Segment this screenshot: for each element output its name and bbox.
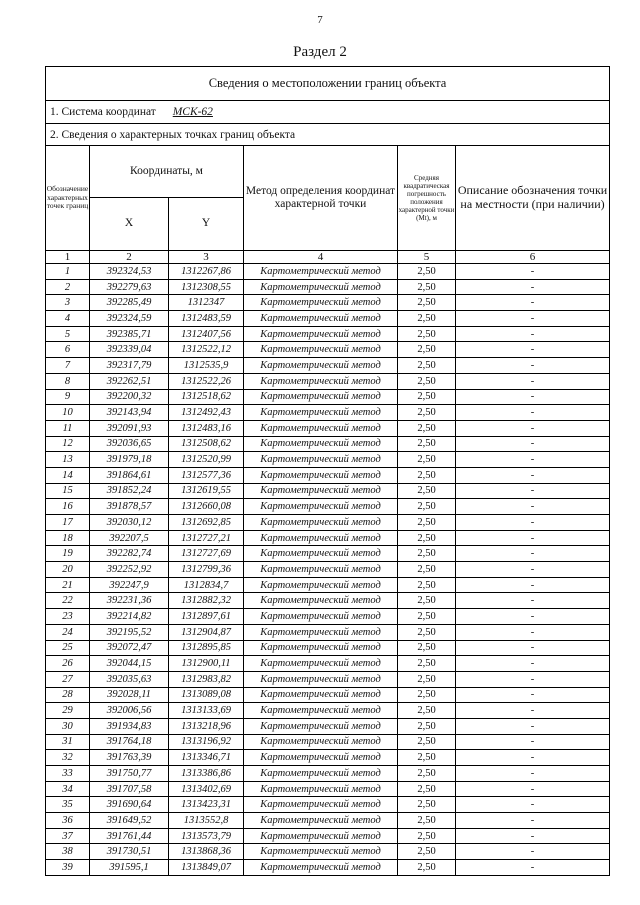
accuracy-cell: 2,50 — [398, 671, 456, 687]
table-row — [46, 515, 610, 531]
y-coordinate-cell: 1313218,96 — [169, 718, 244, 734]
y-coordinate-cell: 1312834,7 — [169, 577, 244, 593]
accuracy-cell: 2,50 — [398, 562, 456, 578]
method-cell: Картометрический метод — [244, 671, 398, 687]
description-cell: - — [456, 452, 610, 468]
table-row — [46, 860, 610, 876]
accuracy-cell: 2,50 — [398, 342, 456, 358]
table-row — [46, 342, 610, 358]
accuracy-cell: 2,50 — [398, 609, 456, 625]
method-cell: Картометрический метод — [244, 483, 398, 499]
point-number-cell: 7 — [46, 358, 90, 374]
y-coordinate-cell: 1313423,31 — [169, 797, 244, 813]
y-coordinate-cell: 1313196,92 — [169, 734, 244, 750]
y-coordinate-cell: 1312619,55 — [169, 483, 244, 499]
method-cell: Картометрический метод — [244, 452, 398, 468]
method-cell: Картометрический метод — [244, 436, 398, 452]
table-row — [46, 577, 610, 593]
accuracy-cell: 2,50 — [398, 687, 456, 703]
x-coordinate-cell: 392339,04 — [90, 342, 169, 358]
table-row — [46, 640, 610, 656]
point-number-cell: 2 — [46, 279, 90, 295]
method-cell: Картометрический метод — [244, 311, 398, 327]
header-point-id: Обозначение характерных точек границ — [46, 146, 90, 251]
table-row — [46, 844, 610, 860]
point-number-cell: 32 — [46, 750, 90, 766]
y-coordinate-cell: 1312407,56 — [169, 326, 244, 342]
y-coordinate-cell: 1312308,55 — [169, 279, 244, 295]
method-cell: Картометрический метод — [244, 264, 398, 280]
accuracy-cell: 2,50 — [398, 452, 456, 468]
y-coordinate-cell: 1312518,62 — [169, 389, 244, 405]
accuracy-cell: 2,50 — [398, 405, 456, 421]
point-number-cell: 10 — [46, 405, 90, 421]
y-coordinate-cell: 1313346,71 — [169, 750, 244, 766]
accuracy-cell: 2,50 — [398, 358, 456, 374]
x-coordinate-cell: 391730,51 — [90, 844, 169, 860]
method-cell: Картометрический метод — [244, 640, 398, 656]
description-cell: - — [456, 860, 610, 876]
description-cell: - — [456, 264, 610, 280]
accuracy-cell: 2,50 — [398, 797, 456, 813]
table-row — [46, 609, 610, 625]
accuracy-cell: 2,50 — [398, 483, 456, 499]
x-coordinate-cell: 391878,57 — [90, 499, 169, 515]
point-number-cell: 8 — [46, 373, 90, 389]
method-cell: Картометрический метод — [244, 766, 398, 782]
x-coordinate-cell: 392207,5 — [90, 530, 169, 546]
description-cell: - — [456, 295, 610, 311]
description-cell: - — [456, 389, 610, 405]
description-cell: - — [456, 828, 610, 844]
description-cell: - — [456, 624, 610, 640]
method-cell: Картометрический метод — [244, 358, 398, 374]
accuracy-cell: 2,50 — [398, 703, 456, 719]
x-coordinate-cell: 391761,44 — [90, 828, 169, 844]
x-coordinate-cell: 392317,79 — [90, 358, 169, 374]
table-row — [46, 530, 610, 546]
table-row — [46, 687, 610, 703]
point-number-cell: 29 — [46, 703, 90, 719]
y-coordinate-cell: 1313386,86 — [169, 766, 244, 782]
point-number-cell: 12 — [46, 436, 90, 452]
y-coordinate-cell: 1312799,36 — [169, 562, 244, 578]
x-coordinate-cell: 392385,71 — [90, 326, 169, 342]
point-number-cell: 28 — [46, 687, 90, 703]
accuracy-cell: 2,50 — [398, 593, 456, 609]
method-cell: Картометрический метод — [244, 828, 398, 844]
description-cell: - — [456, 671, 610, 687]
accuracy-cell: 2,50 — [398, 734, 456, 750]
description-cell: - — [456, 750, 610, 766]
x-coordinate-cell: 391764,18 — [90, 734, 169, 750]
point-number-cell: 38 — [46, 844, 90, 860]
y-coordinate-cell: 1313573,79 — [169, 828, 244, 844]
y-coordinate-cell: 1312492,43 — [169, 405, 244, 421]
description-cell: - — [456, 703, 610, 719]
method-cell: Картометрический метод — [244, 405, 398, 421]
description-cell: - — [456, 718, 610, 734]
y-coordinate-cell: 1312895,85 — [169, 640, 244, 656]
point-number-cell: 17 — [46, 515, 90, 531]
x-coordinate-cell: 392247,9 — [90, 577, 169, 593]
accuracy-cell: 2,50 — [398, 860, 456, 876]
description-cell: - — [456, 593, 610, 609]
y-coordinate-cell: 1313552,8 — [169, 813, 244, 829]
x-coordinate-cell: 391934,83 — [90, 718, 169, 734]
table-row — [46, 311, 610, 327]
table-row — [46, 295, 610, 311]
x-coordinate-cell: 392252,92 — [90, 562, 169, 578]
point-number-cell: 11 — [46, 420, 90, 436]
description-cell: - — [456, 499, 610, 515]
x-coordinate-cell: 391707,58 — [90, 781, 169, 797]
table-row — [46, 483, 610, 499]
method-cell: Картометрический метод — [244, 577, 398, 593]
y-coordinate-cell: 1312882,32 — [169, 593, 244, 609]
accuracy-cell: 2,50 — [398, 467, 456, 483]
x-coordinate-cell: 391649,52 — [90, 813, 169, 829]
y-coordinate-cell: 1312522,26 — [169, 373, 244, 389]
accuracy-cell: 2,50 — [398, 577, 456, 593]
point-number-cell: 39 — [46, 860, 90, 876]
table-row — [46, 279, 610, 295]
point-number-cell: 22 — [46, 593, 90, 609]
column-number: 6 — [456, 251, 610, 264]
description-cell: - — [456, 420, 610, 436]
y-coordinate-cell: 1313133,69 — [169, 703, 244, 719]
y-coordinate-cell: 1312660,08 — [169, 499, 244, 515]
coord-system-value: МСК-62 — [172, 106, 213, 118]
table-row — [46, 624, 610, 640]
x-coordinate-cell: 391763,39 — [90, 750, 169, 766]
column-number: 4 — [244, 251, 398, 264]
method-cell: Картометрический метод — [244, 279, 398, 295]
method-cell: Картометрический метод — [244, 750, 398, 766]
method-cell: Картометрический метод — [244, 530, 398, 546]
header-y: Y — [169, 198, 244, 251]
accuracy-cell: 2,50 — [398, 640, 456, 656]
accuracy-cell: 2,50 — [398, 420, 456, 436]
accuracy-cell: 2,50 — [398, 828, 456, 844]
table-row — [46, 405, 610, 421]
method-cell: Картометрический метод — [244, 734, 398, 750]
point-number-cell: 37 — [46, 828, 90, 844]
accuracy-cell: 2,50 — [398, 436, 456, 452]
coord-system-label: 1. Система координат — [50, 106, 156, 118]
y-coordinate-cell: 1313849,07 — [169, 860, 244, 876]
table-row — [46, 656, 610, 672]
y-coordinate-cell: 1312483,16 — [169, 420, 244, 436]
x-coordinate-cell: 392091,93 — [90, 420, 169, 436]
points-title: 2. Сведения о характерных точках границ объекта — [46, 124, 610, 146]
table-row — [46, 389, 610, 405]
description-cell: - — [456, 813, 610, 829]
point-number-cell: 16 — [46, 499, 90, 515]
x-coordinate-cell: 392285,49 — [90, 295, 169, 311]
point-number-cell: 5 — [46, 326, 90, 342]
table-row — [46, 593, 610, 609]
method-cell: Картометрический метод — [244, 499, 398, 515]
description-cell: - — [456, 342, 610, 358]
method-cell: Картометрический метод — [244, 562, 398, 578]
table-row — [46, 718, 610, 734]
header-x: X — [90, 198, 169, 251]
accuracy-cell: 2,50 — [398, 311, 456, 327]
point-number-cell: 14 — [46, 467, 90, 483]
table-row — [46, 562, 610, 578]
x-coordinate-cell: 391690,64 — [90, 797, 169, 813]
description-cell: - — [456, 311, 610, 327]
x-coordinate-cell: 391750,77 — [90, 766, 169, 782]
x-coordinate-cell: 392035,63 — [90, 671, 169, 687]
description-cell: - — [456, 609, 610, 625]
y-coordinate-cell: 1312483,59 — [169, 311, 244, 327]
table-title: Сведения о местоположении границ объекта — [46, 67, 610, 101]
boundary-table — [45, 66, 610, 876]
point-number-cell: 20 — [46, 562, 90, 578]
accuracy-cell: 2,50 — [398, 515, 456, 531]
point-number-cell: 21 — [46, 577, 90, 593]
y-coordinate-cell: 1312983,82 — [169, 671, 244, 687]
description-cell: - — [456, 515, 610, 531]
y-coordinate-cell: 1312897,61 — [169, 609, 244, 625]
table-row — [46, 264, 610, 280]
header-coordinates: Координаты, м — [90, 146, 244, 198]
table-row — [46, 703, 610, 719]
point-number-cell: 33 — [46, 766, 90, 782]
description-cell: - — [456, 687, 610, 703]
x-coordinate-cell: 392200,32 — [90, 389, 169, 405]
header-method: Метод определения координат характерной точки — [244, 146, 398, 251]
table-row — [46, 750, 610, 766]
x-coordinate-cell: 392195,52 — [90, 624, 169, 640]
description-cell: - — [456, 640, 610, 656]
table-row — [46, 358, 610, 374]
description-cell: - — [456, 467, 610, 483]
point-number-cell: 3 — [46, 295, 90, 311]
point-number-cell: 4 — [46, 311, 90, 327]
description-cell: - — [456, 546, 610, 562]
y-coordinate-cell: 1312267,86 — [169, 264, 244, 280]
table-row — [46, 420, 610, 436]
x-coordinate-cell: 392036,65 — [90, 436, 169, 452]
column-number: 2 — [90, 251, 169, 264]
description-cell: - — [456, 405, 610, 421]
description-cell: - — [456, 326, 610, 342]
x-coordinate-cell: 392324,53 — [90, 264, 169, 280]
method-cell: Картометрический метод — [244, 860, 398, 876]
description-cell: - — [456, 373, 610, 389]
accuracy-cell: 2,50 — [398, 546, 456, 562]
table-row — [46, 436, 610, 452]
point-number-cell: 19 — [46, 546, 90, 562]
table-row — [46, 467, 610, 483]
description-cell: - — [456, 436, 610, 452]
method-cell: Картометрический метод — [244, 609, 398, 625]
y-coordinate-cell: 1312508,62 — [169, 436, 244, 452]
point-number-cell: 35 — [46, 797, 90, 813]
points-table-body — [46, 264, 610, 876]
column-number: 3 — [169, 251, 244, 264]
y-coordinate-cell: 1313868,36 — [169, 844, 244, 860]
method-cell: Картометрический метод — [244, 813, 398, 829]
accuracy-cell: 2,50 — [398, 264, 456, 280]
method-cell: Картометрический метод — [244, 797, 398, 813]
x-coordinate-cell: 392028,11 — [90, 687, 169, 703]
table-row — [46, 452, 610, 468]
table-row — [46, 828, 610, 844]
x-coordinate-cell: 392231,36 — [90, 593, 169, 609]
method-cell: Картометрический метод — [244, 326, 398, 342]
accuracy-cell: 2,50 — [398, 279, 456, 295]
y-coordinate-cell: 1312904,87 — [169, 624, 244, 640]
point-number-cell: 27 — [46, 671, 90, 687]
x-coordinate-cell: 391595,1 — [90, 860, 169, 876]
header-description: Описание обозначения точки на местности (при наличии) — [456, 146, 610, 251]
point-number-cell: 15 — [46, 483, 90, 499]
y-coordinate-cell: 1312347 — [169, 295, 244, 311]
x-coordinate-cell: 392324,59 — [90, 311, 169, 327]
point-number-cell: 18 — [46, 530, 90, 546]
page-number: 7 — [317, 14, 323, 26]
point-number-cell: 9 — [46, 389, 90, 405]
x-coordinate-cell: 392044,15 — [90, 656, 169, 672]
table-row — [46, 373, 610, 389]
y-coordinate-cell: 1312577,36 — [169, 467, 244, 483]
method-cell: Картометрический метод — [244, 656, 398, 672]
x-coordinate-cell: 392072,47 — [90, 640, 169, 656]
description-cell: - — [456, 279, 610, 295]
accuracy-cell: 2,50 — [398, 624, 456, 640]
y-coordinate-cell: 1312692,85 — [169, 515, 244, 531]
description-cell: - — [456, 656, 610, 672]
method-cell: Картометрический метод — [244, 515, 398, 531]
description-cell: - — [456, 844, 610, 860]
description-cell: - — [456, 766, 610, 782]
x-coordinate-cell: 392282,74 — [90, 546, 169, 562]
method-cell: Картометрический метод — [244, 703, 398, 719]
x-coordinate-cell: 392143,94 — [90, 405, 169, 421]
accuracy-cell: 2,50 — [398, 499, 456, 515]
accuracy-cell: 2,50 — [398, 718, 456, 734]
method-cell: Картометрический метод — [244, 781, 398, 797]
method-cell: Картометрический метод — [244, 624, 398, 640]
method-cell: Картометрический метод — [244, 687, 398, 703]
description-cell: - — [456, 797, 610, 813]
point-number-cell: 26 — [46, 656, 90, 672]
point-number-cell: 36 — [46, 813, 90, 829]
description-cell: - — [456, 562, 610, 578]
table-row — [46, 813, 610, 829]
method-cell: Картометрический метод — [244, 295, 398, 311]
point-number-cell: 34 — [46, 781, 90, 797]
point-number-cell: 24 — [46, 624, 90, 640]
accuracy-cell: 2,50 — [398, 530, 456, 546]
method-cell: Картометрический метод — [244, 420, 398, 436]
y-coordinate-cell: 1312520,99 — [169, 452, 244, 468]
y-coordinate-cell: 1312727,21 — [169, 530, 244, 546]
column-number: 5 — [398, 251, 456, 264]
accuracy-cell: 2,50 — [398, 781, 456, 797]
coord-system-row — [46, 101, 610, 124]
method-cell: Картометрический метод — [244, 718, 398, 734]
accuracy-cell: 2,50 — [398, 844, 456, 860]
point-number-cell: 6 — [46, 342, 90, 358]
table-row — [46, 671, 610, 687]
table-row — [46, 326, 610, 342]
table-row — [46, 797, 610, 813]
method-cell: Картометрический метод — [244, 593, 398, 609]
description-cell: - — [456, 530, 610, 546]
description-cell: - — [456, 781, 610, 797]
x-coordinate-cell: 392006,56 — [90, 703, 169, 719]
method-cell: Картометрический метод — [244, 467, 398, 483]
x-coordinate-cell: 391979,18 — [90, 452, 169, 468]
point-number-cell: 31 — [46, 734, 90, 750]
point-number-cell: 23 — [46, 609, 90, 625]
x-coordinate-cell: 392262,51 — [90, 373, 169, 389]
accuracy-cell: 2,50 — [398, 813, 456, 829]
column-number: 1 — [46, 251, 90, 264]
method-cell: Картометрический метод — [244, 844, 398, 860]
y-coordinate-cell: 1312535,9 — [169, 358, 244, 374]
description-cell: - — [456, 483, 610, 499]
y-coordinate-cell: 1313089,08 — [169, 687, 244, 703]
x-coordinate-cell: 392214,82 — [90, 609, 169, 625]
y-coordinate-cell: 1312900,11 — [169, 656, 244, 672]
x-coordinate-cell: 392030,12 — [90, 515, 169, 531]
y-coordinate-cell: 1313402,69 — [169, 781, 244, 797]
description-cell: - — [456, 358, 610, 374]
point-number-cell: 25 — [46, 640, 90, 656]
description-cell: - — [456, 734, 610, 750]
header-accuracy: Средняя квадратическая погрешность положения характерной точки (Mt), м — [398, 146, 456, 251]
method-cell: Картометрический метод — [244, 373, 398, 389]
accuracy-cell: 2,50 — [398, 750, 456, 766]
table-row — [46, 546, 610, 562]
method-cell: Картометрический метод — [244, 389, 398, 405]
point-number-cell: 1 — [46, 264, 90, 280]
accuracy-cell: 2,50 — [398, 373, 456, 389]
accuracy-cell: 2,50 — [398, 766, 456, 782]
table-row — [46, 499, 610, 515]
method-cell: Картометрический метод — [244, 546, 398, 562]
x-coordinate-cell: 392279,63 — [90, 279, 169, 295]
table-row — [46, 734, 610, 750]
table-row — [46, 781, 610, 797]
accuracy-cell: 2,50 — [398, 295, 456, 311]
method-cell: Картометрический метод — [244, 342, 398, 358]
description-cell: - — [456, 577, 610, 593]
point-number-cell: 30 — [46, 718, 90, 734]
section-title: Раздел 2 — [293, 44, 347, 60]
table-row — [46, 766, 610, 782]
point-number-cell: 13 — [46, 452, 90, 468]
x-coordinate-cell: 391852,24 — [90, 483, 169, 499]
accuracy-cell: 2,50 — [398, 656, 456, 672]
x-coordinate-cell: 391864,61 — [90, 467, 169, 483]
column-number-row — [46, 251, 610, 264]
y-coordinate-cell: 1312522,12 — [169, 342, 244, 358]
accuracy-cell: 2,50 — [398, 326, 456, 342]
accuracy-cell: 2,50 — [398, 389, 456, 405]
y-coordinate-cell: 1312727,69 — [169, 546, 244, 562]
